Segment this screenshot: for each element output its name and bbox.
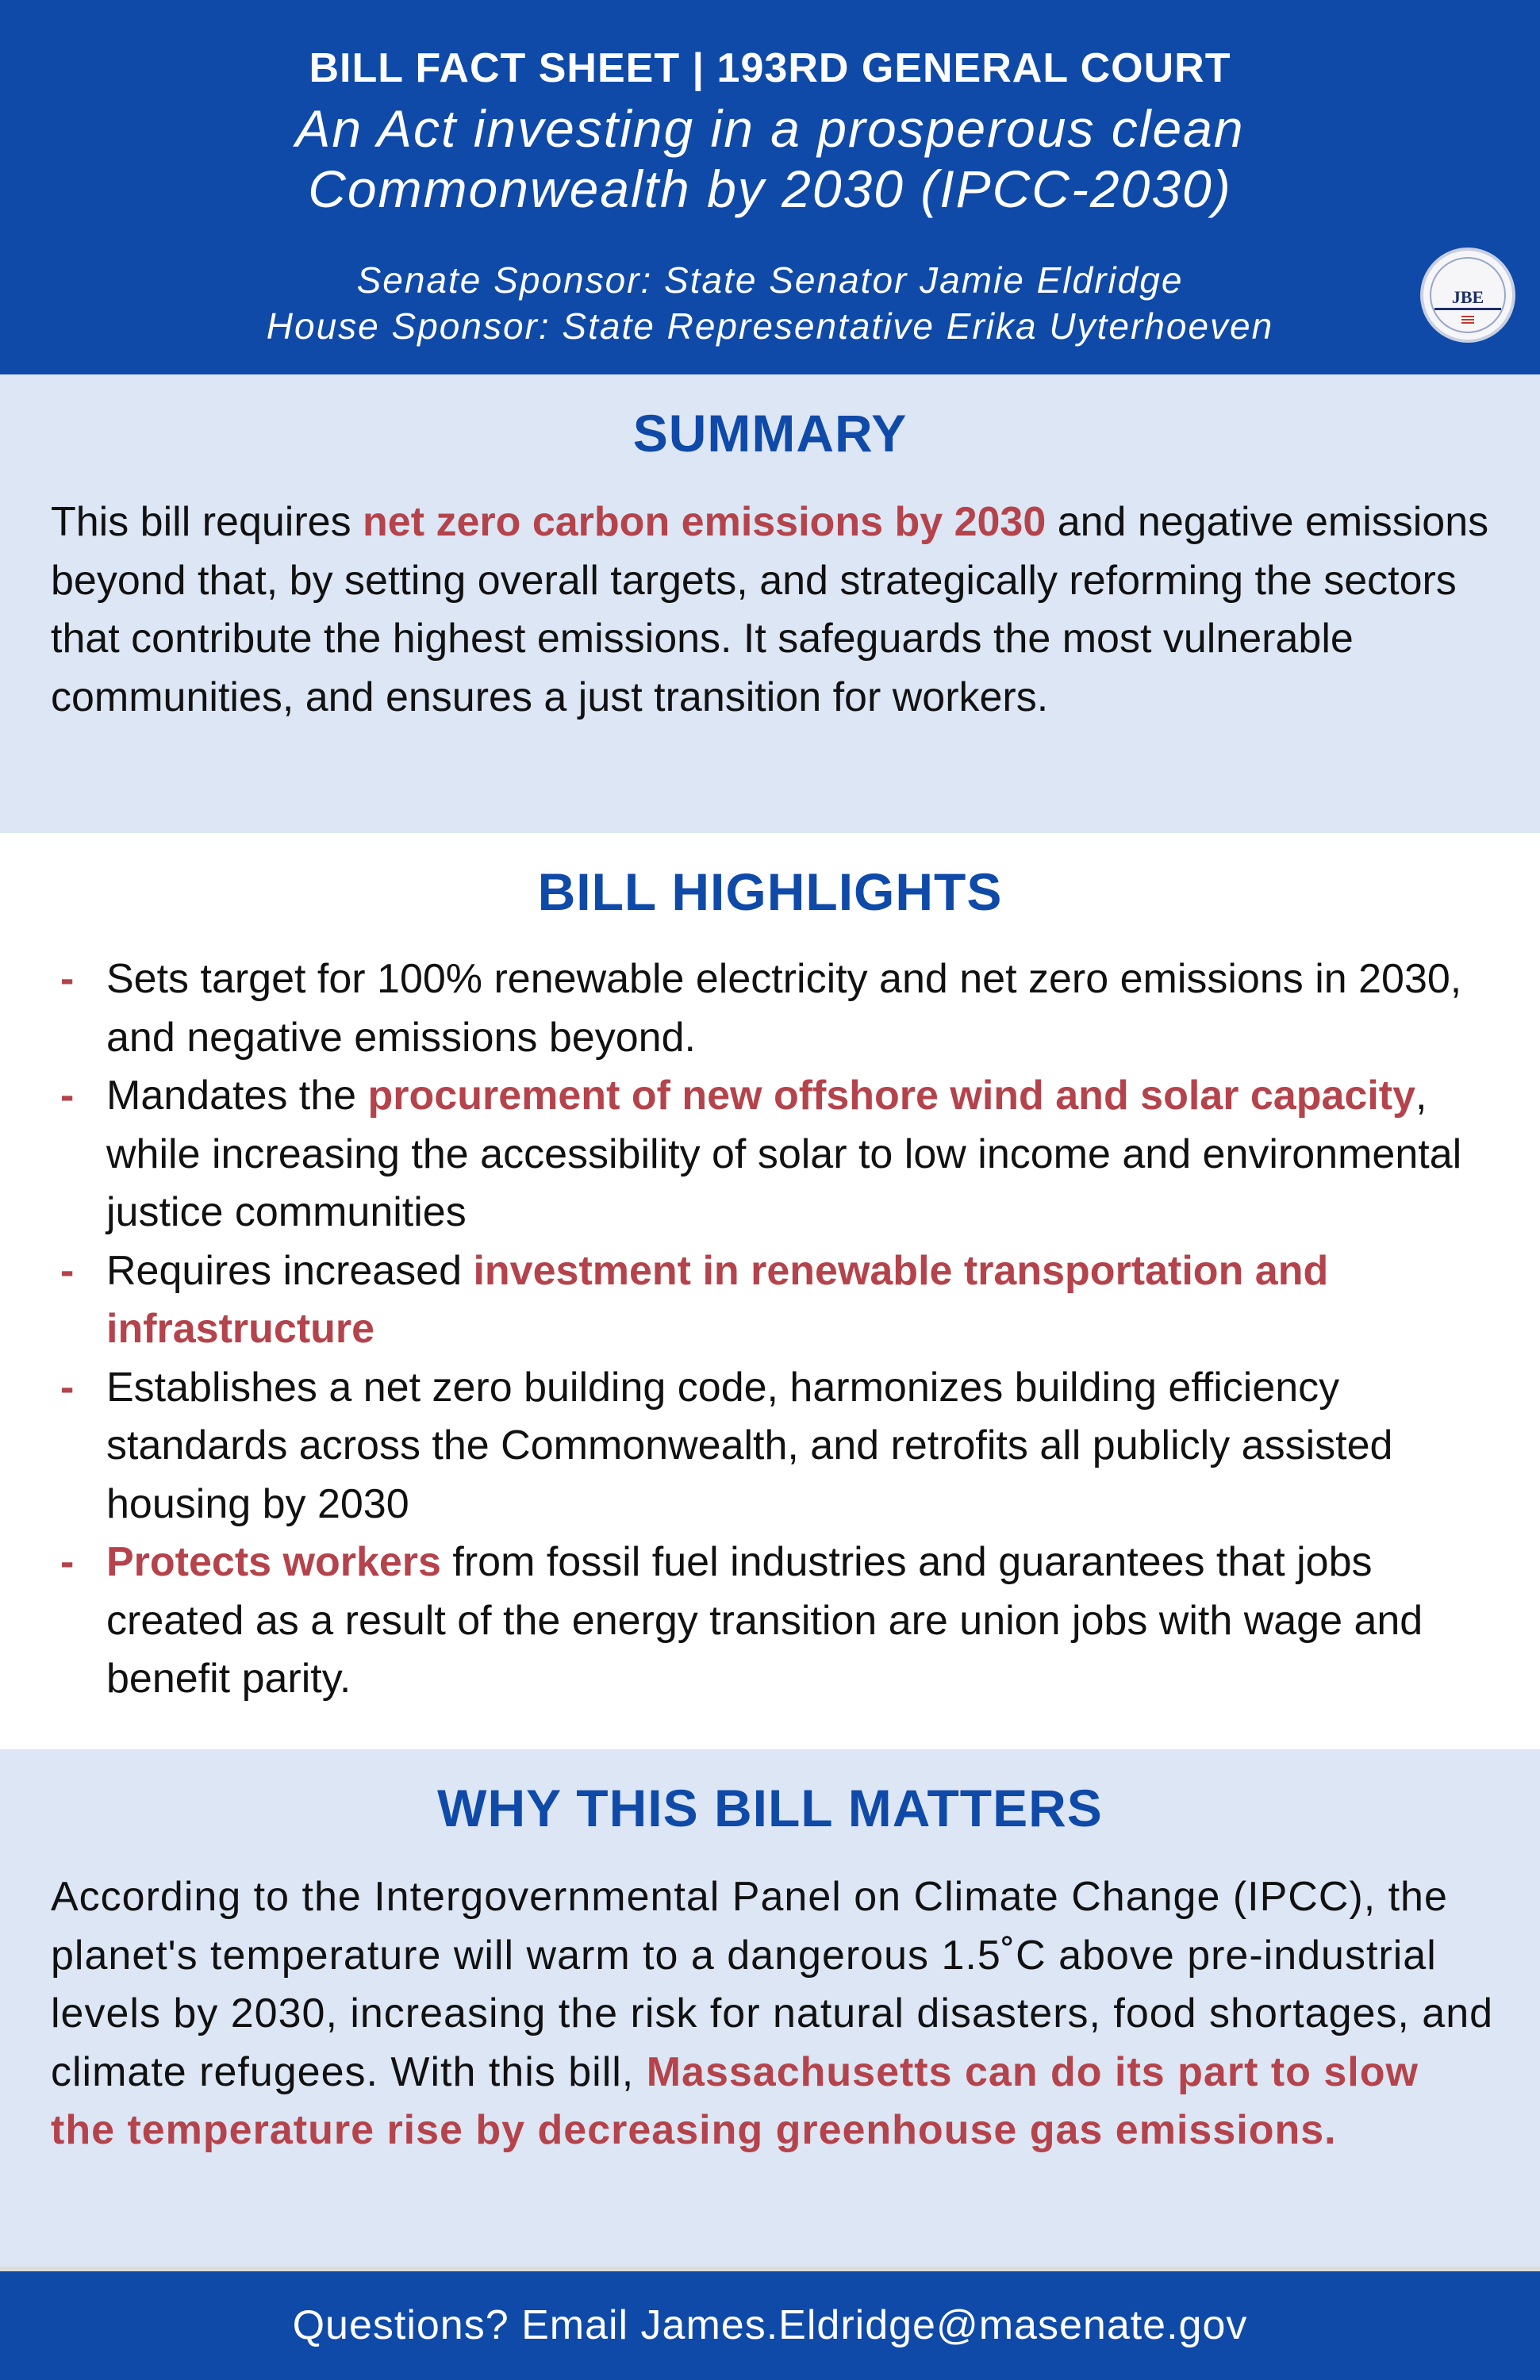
house-sponsor: House Sponsor: State Representative Erika Uyterhoeven: [266, 305, 1274, 347]
matters-heading: WHY THIS BILL MATTERS: [437, 1779, 1103, 1837]
summary-text-before: This bill requires: [51, 499, 363, 545]
matters-highlight: Massachusetts can do its part to slow the temperature rise by decreasing greenhouse gas emissions.: [51, 2048, 1419, 2153]
list-item: [0, 1534, 1540, 1709]
flag-icon: [1461, 316, 1474, 324]
fact-sheet-kicker: BILL FACT SHEET | 193RD GENERAL COURT: [309, 45, 1231, 91]
bullet-highlight: Protects workers: [106, 1539, 441, 1585]
act-title-line-1: An Act investing in a prosperous clean: [295, 99, 1245, 158]
list-item: [0, 1067, 1540, 1242]
list-item: [0, 1359, 1540, 1534]
bullet-text-after: from fossil fuel industries and guarantees that jobs created as a result of the energy transition are union jobs with wage and benefit parity.: [106, 1539, 1423, 1702]
list-item: [0, 950, 1540, 1067]
bullet-dash: -: [60, 1539, 75, 1585]
summary-text: [51, 493, 1495, 727]
act-title: [0, 98, 1540, 219]
bullet-text: Mandates the: [106, 1073, 368, 1119]
highlights-list: [0, 950, 1540, 1709]
seal-initials: JBE: [1451, 287, 1484, 307]
bullet-dash: -: [60, 1364, 75, 1411]
seal-divider: [1434, 308, 1501, 310]
summary-heading: SUMMARY: [632, 404, 908, 463]
matters-text: [51, 1868, 1495, 2160]
bullet-dash: -: [60, 956, 75, 1002]
bullet-text-after: , while increasing the accessibility of solar to low income and environmental justice communities: [106, 1073, 1462, 1235]
bullet-highlight: procurement of new offshore wind and solar capacity: [367, 1073, 1416, 1119]
summary-text-after: and negative emissions beyond that, by setting overall targets, and strategically reforming the sectors that contribute the highest emissions. It safeguards the most vulnerable communities, and ensures a just transition for workers.: [51, 499, 1489, 720]
summary-highlight: net zero carbon emissions by 2030: [363, 499, 1047, 545]
highlights-heading: BILL HIGHLIGHTS: [537, 862, 1003, 921]
matters-text-before: According to the Intergovernmental Panel on Climate Change (IPCC), the planet's temperature will warm to a dangerous 1.5˚C above pre-industrial levels by 2030, increasing the risk for natural disasters, food shortages, and climate refugees. With this bill,: [51, 1874, 1494, 2095]
bullet-text: Establishes a net zero building code, harmonizes building efficiency standards across the Commonwealth, and retrofits all publicly assisted housing by 2030: [106, 1364, 1393, 1527]
list-item: [0, 1242, 1540, 1359]
summary-section: [0, 374, 1540, 833]
why-it-matters-section: [0, 1749, 1540, 2267]
header-banner: [0, 0, 1540, 374]
bullet-text: Sets target for 100% renewable electricity and net zero emissions in 2030, and negative emissions beyond.: [106, 956, 1462, 1061]
bullet-text: Requires increased: [106, 1247, 474, 1294]
highlights-section: [0, 833, 1540, 1749]
senator-seal-logo: [1420, 248, 1515, 343]
footer-contact: Questions? Email James.Eldridge@masenate.gov: [0, 2271, 1540, 2380]
bullet-highlight: investment in renewable transportation and infrastructure: [106, 1247, 1329, 1352]
bullet-dash: -: [60, 1073, 75, 1119]
senate-sponsor: Senate Sponsor: State Senator Jamie Eldridge: [356, 259, 1184, 301]
bullet-dash: -: [60, 1247, 75, 1294]
act-title-line-2: Commonwealth by 2030 (IPCC-2030): [308, 159, 1232, 218]
